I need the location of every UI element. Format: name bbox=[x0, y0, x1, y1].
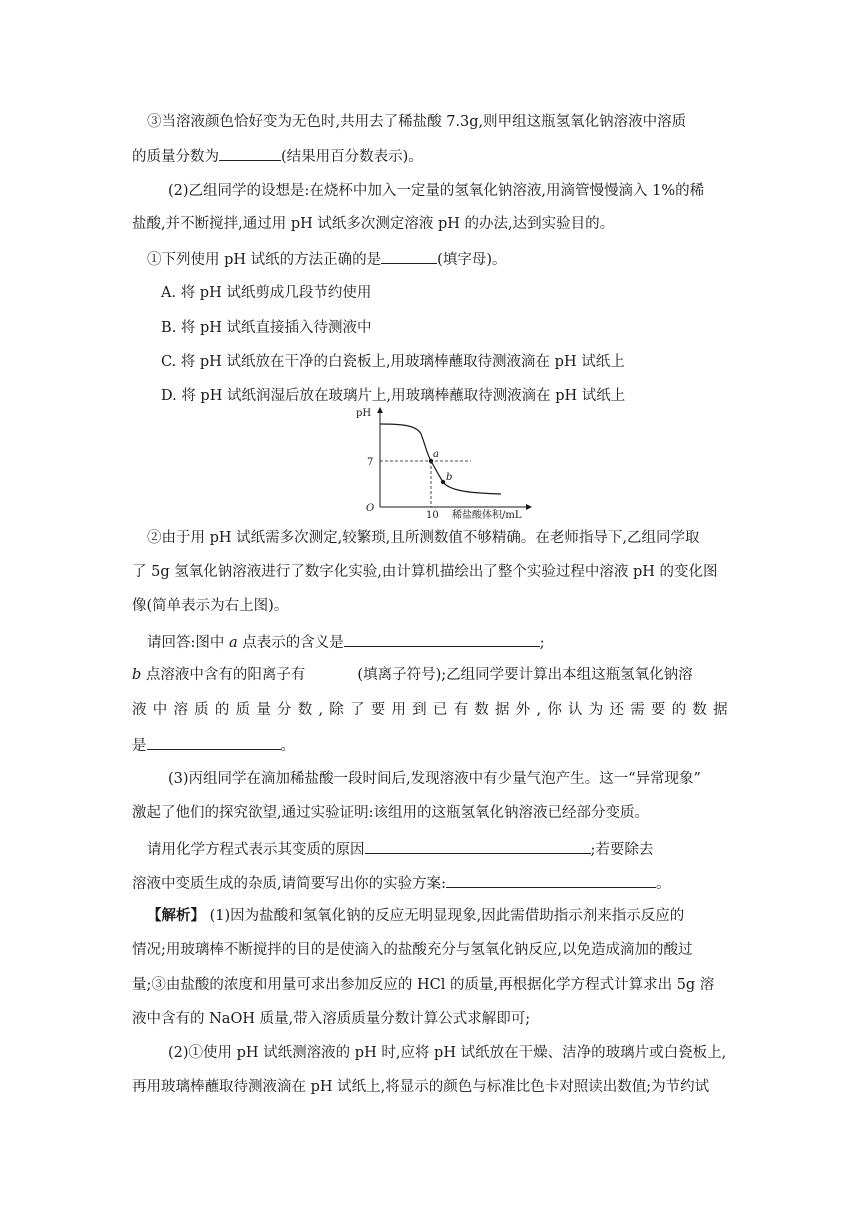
char: 要 bbox=[370, 702, 386, 718]
question-2-line-2: 了 5g 氢氧化钠溶液进行了数字化实验,由计算机描绘出了整个实验过程中溶液 pH 的变化图 bbox=[132, 564, 718, 580]
analysis-line-2: 情况;用玻璃棒不断搅拌的目的是使滴入的盐酸充分与氢氧化钠反应,以免造成滴加的酸过 bbox=[132, 942, 693, 958]
char: 外 bbox=[515, 702, 531, 718]
option-c: C. 将 pH 试纸放在干净的白瓷板上,用玻璃棒蘸取待测液滴在 pH 试纸上 bbox=[161, 354, 625, 370]
char: 除 bbox=[329, 702, 344, 718]
question-3-line-1: ③当溶液颜色恰好变为无色时,共用去了稀盐酸 7.3g,则甲组这瓶氢氧化钠溶液中溶质 bbox=[147, 114, 687, 130]
char: 据 bbox=[495, 702, 510, 718]
question-2-line-1: ②由于用 pH 试纸需多次测定,较繁琐,且所测数值不够精确。在老师指导下,乙组同学取 bbox=[147, 530, 700, 546]
x-tick-label-10: 10 bbox=[426, 510, 439, 521]
answer-blank-data[interactable] bbox=[147, 734, 281, 750]
equation-suffix: ;若要除去 bbox=[590, 842, 654, 858]
char: 数 bbox=[692, 702, 707, 718]
y-axis-label: pH bbox=[356, 408, 372, 419]
option-b: B. 将 pH 试纸直接插入待测液中 bbox=[161, 320, 372, 336]
char: 中 bbox=[152, 702, 168, 718]
part-2-line-2: 盐酸,并不断搅拌,通过用 pH 试纸多次测定溶液 pH 的办法,达到实验目的。 bbox=[132, 216, 615, 232]
option-a: A. 将 pH 试纸剪成几段节约使用 bbox=[161, 285, 372, 301]
char: 还 bbox=[609, 702, 624, 718]
char: 数 bbox=[474, 702, 489, 718]
point-b-marker bbox=[441, 480, 445, 484]
answer-prompt: 请回答:图中 bbox=[147, 635, 229, 651]
question-ph-method bbox=[147, 248, 506, 270]
char: 量 bbox=[256, 702, 271, 718]
period: 。 bbox=[280, 738, 295, 754]
question-ph-method-text: ①下列使用 pH 试纸的方法正确的是 bbox=[147, 252, 382, 268]
analysis-line-6: 再用玻璃棒蘸取待测液滴在 pH 试纸上,将显示的颜色与标准比色卡对照读出数值;为节约试 bbox=[132, 1079, 710, 1095]
question-2-line-3: 像(简单表示为右上图)。 bbox=[132, 598, 289, 614]
answer-line-1 bbox=[147, 631, 545, 653]
part-3-line-4 bbox=[132, 872, 671, 894]
question-3-text: 的质量分数为 bbox=[132, 149, 219, 165]
char: 有 bbox=[453, 702, 469, 718]
answer-prompt-meaning: 点表示的含义是 bbox=[237, 635, 344, 651]
char: 已 bbox=[432, 702, 448, 718]
char: 质 bbox=[194, 702, 209, 718]
period: 。 bbox=[656, 876, 671, 892]
char: 数 bbox=[297, 702, 313, 718]
char: 溶 bbox=[173, 702, 188, 718]
answer-blank-mass-fraction[interactable] bbox=[219, 145, 281, 161]
semicolon: ; bbox=[539, 635, 545, 651]
answer-blank-method[interactable] bbox=[381, 248, 437, 264]
char: , bbox=[318, 702, 324, 718]
plan-prompt: 溶液中变质生成的杂质,请简要写出你的实验方案: bbox=[132, 876, 446, 892]
analysis-line-3: 量;③由盐酸的浓度和用量可求出参加反应的 HCl 的质量,再根据化学方程式计算求出 5g 溶 bbox=[132, 977, 715, 993]
char: 需 bbox=[630, 702, 645, 718]
cation-prompt: 点溶液中含有的阳离子有 bbox=[141, 667, 306, 683]
char: 据 bbox=[713, 702, 728, 718]
point-b-ref: b bbox=[132, 667, 142, 683]
part-3-line-3 bbox=[147, 838, 653, 860]
char: 分 bbox=[277, 702, 292, 718]
analysis-line-1 bbox=[147, 906, 684, 926]
char: 你 bbox=[547, 702, 562, 718]
char: 液 bbox=[132, 702, 147, 718]
origin-label: O bbox=[366, 503, 375, 514]
option-d: D. 将 pH 试纸润湿后放在玻璃片上,用玻璃棒蘸取待测液滴在 pH 试纸上 bbox=[161, 388, 626, 404]
ph-titration-chart bbox=[355, 404, 535, 522]
point-a-ref: a bbox=[229, 635, 238, 651]
answer-blank-point-a[interactable] bbox=[344, 631, 540, 647]
ph-curve bbox=[380, 424, 501, 494]
analysis-line-5: (2)①使用 pH 试纸测溶液的 pH 时,应将 pH 试纸放在干燥、洁净的玻璃片或白瓷板上, bbox=[168, 1045, 727, 1061]
char: 认 bbox=[568, 702, 583, 718]
char: 到 bbox=[412, 702, 427, 718]
char: 了 bbox=[350, 702, 365, 718]
answer-blank-equation[interactable] bbox=[365, 838, 591, 854]
equation-prompt: 请用化学方程式表示其变质的原因 bbox=[147, 842, 365, 858]
answer-prefix: 是 bbox=[132, 738, 147, 754]
question-ph-method-note: (填字母)。 bbox=[437, 252, 507, 268]
char: 要 bbox=[650, 702, 666, 718]
char: 用 bbox=[391, 702, 406, 718]
point-a-label: a bbox=[433, 449, 439, 460]
analysis-text: (1)因为盐酸和氢氧化钠的反应无明显现象,因此需借助指示剂来指示反应的 bbox=[205, 908, 685, 924]
answer-line-2 bbox=[132, 665, 693, 685]
answer-line-3 bbox=[132, 700, 728, 720]
answer-line-4 bbox=[132, 734, 295, 756]
char: 为 bbox=[588, 702, 604, 718]
char: 的 bbox=[214, 702, 230, 718]
x-axis-label: 稀盐酸体积/mL bbox=[452, 510, 522, 521]
char: , bbox=[536, 702, 542, 718]
question-3-note: (结果用百分数表示)。 bbox=[281, 149, 423, 165]
question-3-line-2 bbox=[132, 145, 423, 167]
part-3-line-1: (3)丙组同学在滴加稀盐酸一段时间后,发现溶液中有少量气泡产生。这一“异常现象” bbox=[168, 771, 701, 787]
answer-blank-plan[interactable] bbox=[446, 872, 656, 888]
cation-note: (填离子符号);乙组同学要计算出本组这瓶氢氧化钠溶 bbox=[357, 667, 693, 683]
y-tick-label-7: 7 bbox=[367, 457, 374, 468]
part-3-line-2: 激起了他们的探究欲望,通过实验证明:该组用的这瓶氢氧化钠溶液已经部分变质。 bbox=[132, 805, 649, 821]
analysis-tag: 【解析】 bbox=[147, 907, 205, 924]
analysis-line-4: 液中含有的 NaOH 质量,带入溶质质量分数计算公式求解即可; bbox=[132, 1011, 531, 1027]
point-b-label: b bbox=[446, 472, 453, 483]
char: 质 bbox=[235, 702, 251, 718]
char: 的 bbox=[671, 702, 687, 718]
part-2-line-1: (2)乙组同学的设想是:在烧杯中加入一定量的氢氧化钠溶液,用滴管慢慢滴入 1%的稀 bbox=[168, 183, 705, 199]
